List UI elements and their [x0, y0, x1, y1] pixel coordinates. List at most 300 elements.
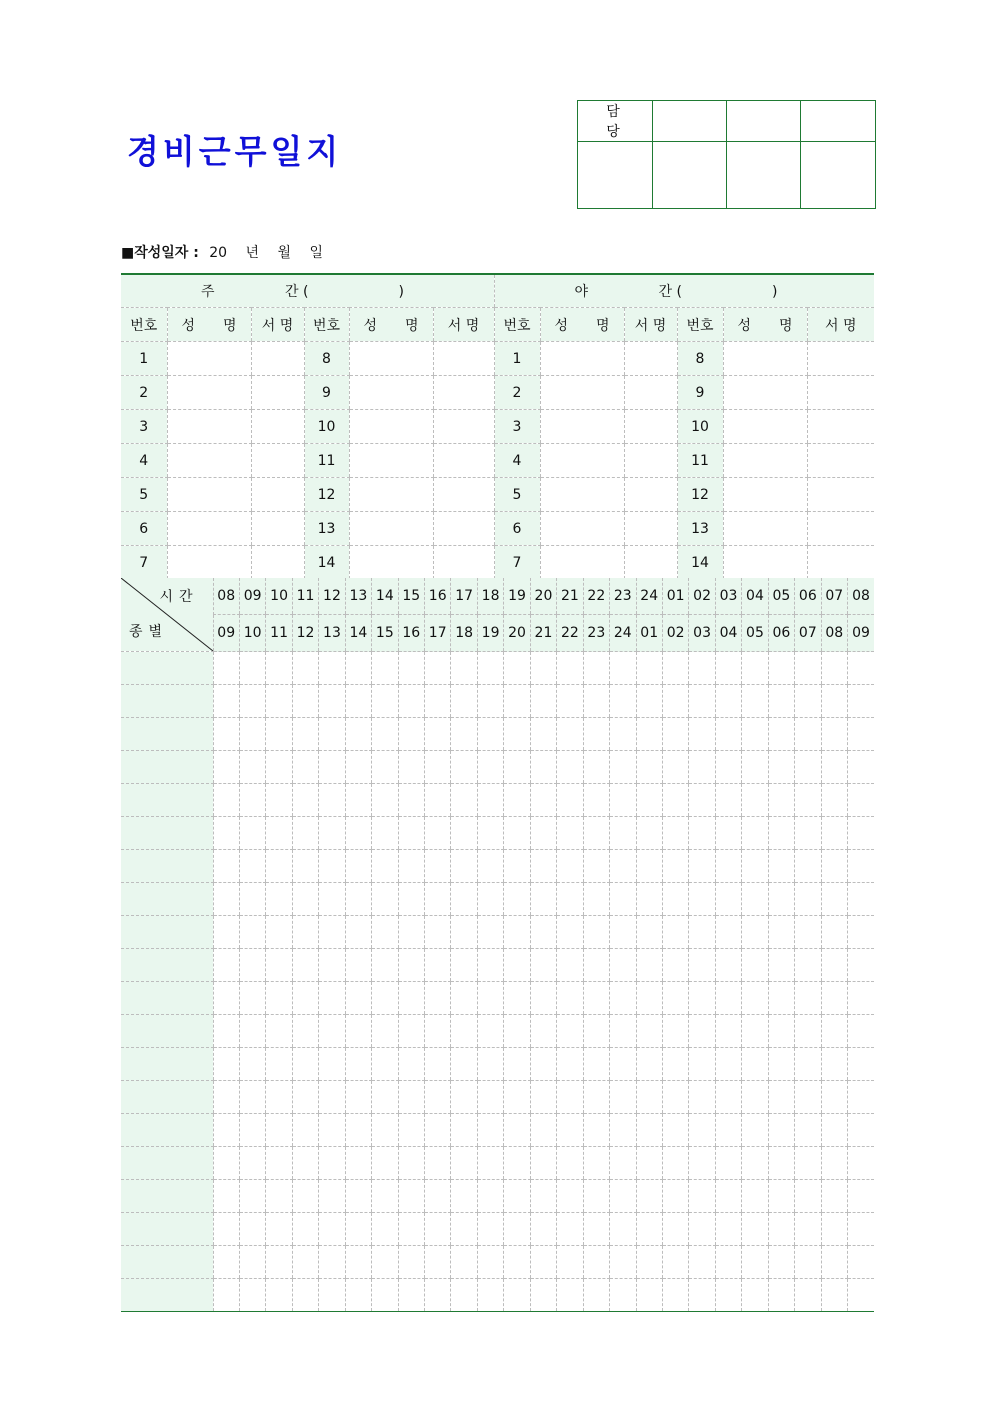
log-hour-cell[interactable] [372, 1246, 398, 1279]
log-hour-cell[interactable] [583, 1147, 609, 1180]
log-hour-cell[interactable] [425, 949, 451, 982]
log-hour-cell[interactable] [557, 1114, 583, 1147]
roster-sign-cell[interactable] [807, 444, 874, 478]
log-hour-cell[interactable] [292, 685, 318, 718]
log-hour-cell[interactable] [213, 652, 239, 685]
log-hour-cell[interactable] [768, 652, 794, 685]
log-hour-cell[interactable] [610, 916, 636, 949]
log-hour-cell[interactable] [292, 949, 318, 982]
log-hour-cell[interactable] [821, 916, 847, 949]
log-hour-cell[interactable] [715, 850, 741, 883]
log-hour-cell[interactable] [292, 652, 318, 685]
log-hour-cell[interactable] [795, 718, 821, 751]
log-hour-cell[interactable] [662, 850, 688, 883]
log-hour-cell[interactable] [795, 652, 821, 685]
log-hour-cell[interactable] [768, 883, 794, 916]
log-hour-cell[interactable] [610, 751, 636, 784]
log-hour-cell[interactable] [662, 652, 688, 685]
log-hour-cell[interactable] [848, 1048, 875, 1081]
log-hour-cell[interactable] [372, 784, 398, 817]
log-hour-cell[interactable] [504, 1048, 530, 1081]
log-category-cell[interactable] [121, 817, 213, 850]
roster-name-cell[interactable] [349, 546, 433, 580]
log-hour-cell[interactable] [530, 1246, 556, 1279]
log-hour-cell[interactable] [662, 1279, 688, 1312]
log-hour-cell[interactable] [768, 784, 794, 817]
log-hour-cell[interactable] [292, 817, 318, 850]
log-hour-cell[interactable] [398, 1213, 424, 1246]
log-hour-cell[interactable] [239, 1147, 265, 1180]
log-hour-cell[interactable] [768, 1213, 794, 1246]
log-hour-cell[interactable] [451, 982, 477, 1015]
roster-sign-cell[interactable] [251, 376, 304, 410]
log-hour-cell[interactable] [345, 1213, 371, 1246]
log-hour-cell[interactable] [372, 982, 398, 1015]
log-hour-cell[interactable] [848, 1147, 875, 1180]
roster-name-cell[interactable] [540, 444, 624, 478]
log-hour-cell[interactable] [583, 1114, 609, 1147]
log-hour-cell[interactable] [239, 1114, 265, 1147]
roster-sign-cell[interactable] [433, 410, 494, 444]
log-hour-cell[interactable] [848, 949, 875, 982]
log-hour-cell[interactable] [345, 817, 371, 850]
log-category-cell[interactable] [121, 850, 213, 883]
log-hour-cell[interactable] [821, 1180, 847, 1213]
roster-name-cell[interactable] [349, 512, 433, 546]
log-hour-cell[interactable] [477, 1180, 503, 1213]
log-hour-cell[interactable] [477, 982, 503, 1015]
log-hour-cell[interactable] [742, 850, 768, 883]
log-hour-cell[interactable] [477, 916, 503, 949]
log-hour-cell[interactable] [319, 1246, 345, 1279]
log-hour-cell[interactable] [266, 1114, 292, 1147]
roster-name-cell[interactable] [167, 546, 251, 580]
log-hour-cell[interactable] [477, 817, 503, 850]
roster-name-cell[interactable] [540, 478, 624, 512]
log-hour-cell[interactable] [504, 718, 530, 751]
log-hour-cell[interactable] [398, 1180, 424, 1213]
log-hour-cell[interactable] [742, 652, 768, 685]
log-hour-cell[interactable] [636, 1180, 662, 1213]
log-hour-cell[interactable] [319, 850, 345, 883]
log-hour-cell[interactable] [848, 916, 875, 949]
log-hour-cell[interactable] [292, 1015, 318, 1048]
log-hour-cell[interactable] [583, 916, 609, 949]
log-hour-cell[interactable] [768, 718, 794, 751]
log-hour-cell[interactable] [715, 1114, 741, 1147]
log-hour-cell[interactable] [530, 817, 556, 850]
log-hour-cell[interactable] [662, 949, 688, 982]
log-category-cell[interactable] [121, 784, 213, 817]
log-hour-cell[interactable] [292, 1147, 318, 1180]
log-hour-cell[interactable] [848, 784, 875, 817]
log-hour-cell[interactable] [742, 685, 768, 718]
log-hour-cell[interactable] [848, 1081, 875, 1114]
log-hour-cell[interactable] [610, 850, 636, 883]
log-category-cell[interactable] [121, 883, 213, 916]
roster-sign-cell[interactable] [807, 512, 874, 546]
log-hour-cell[interactable] [292, 982, 318, 1015]
log-hour-cell[interactable] [372, 817, 398, 850]
roster-sign-cell[interactable] [807, 376, 874, 410]
log-hour-cell[interactable] [715, 718, 741, 751]
log-hour-cell[interactable] [292, 883, 318, 916]
log-hour-cell[interactable] [239, 1081, 265, 1114]
log-hour-cell[interactable] [425, 1081, 451, 1114]
log-hour-cell[interactable] [742, 1114, 768, 1147]
log-hour-cell[interactable] [795, 1279, 821, 1312]
log-hour-cell[interactable] [292, 1048, 318, 1081]
approval-sign-cell[interactable] [727, 142, 801, 209]
log-hour-cell[interactable] [848, 685, 875, 718]
log-hour-cell[interactable] [795, 1015, 821, 1048]
roster-sign-cell[interactable] [251, 410, 304, 444]
log-hour-cell[interactable] [583, 1279, 609, 1312]
log-hour-cell[interactable] [398, 1114, 424, 1147]
log-hour-cell[interactable] [530, 883, 556, 916]
log-hour-cell[interactable] [821, 784, 847, 817]
log-hour-cell[interactable] [451, 1015, 477, 1048]
log-hour-cell[interactable] [319, 1213, 345, 1246]
log-hour-cell[interactable] [662, 1246, 688, 1279]
log-hour-cell[interactable] [821, 1246, 847, 1279]
log-hour-cell[interactable] [345, 1081, 371, 1114]
log-hour-cell[interactable] [557, 718, 583, 751]
log-hour-cell[interactable] [451, 751, 477, 784]
log-category-cell[interactable] [121, 1279, 213, 1312]
log-hour-cell[interactable] [742, 982, 768, 1015]
log-hour-cell[interactable] [848, 850, 875, 883]
roster-name-cell[interactable] [540, 410, 624, 444]
log-hour-cell[interactable] [530, 949, 556, 982]
log-hour-cell[interactable] [372, 949, 398, 982]
log-hour-cell[interactable] [795, 817, 821, 850]
log-hour-cell[interactable] [821, 1081, 847, 1114]
log-hour-cell[interactable] [477, 1114, 503, 1147]
log-hour-cell[interactable] [768, 850, 794, 883]
log-hour-cell[interactable] [795, 982, 821, 1015]
log-hour-cell[interactable] [266, 850, 292, 883]
roster-name-cell[interactable] [349, 410, 433, 444]
log-hour-cell[interactable] [239, 883, 265, 916]
log-hour-cell[interactable] [213, 916, 239, 949]
roster-name-cell[interactable] [723, 512, 807, 546]
log-hour-cell[interactable] [795, 1114, 821, 1147]
log-hour-cell[interactable] [636, 850, 662, 883]
log-hour-cell[interactable] [451, 1213, 477, 1246]
log-hour-cell[interactable] [715, 949, 741, 982]
log-hour-cell[interactable] [266, 982, 292, 1015]
log-hour-cell[interactable] [689, 883, 715, 916]
log-hour-cell[interactable] [636, 949, 662, 982]
log-hour-cell[interactable] [213, 850, 239, 883]
log-category-cell[interactable] [121, 1180, 213, 1213]
log-hour-cell[interactable] [795, 1246, 821, 1279]
log-hour-cell[interactable] [451, 685, 477, 718]
log-hour-cell[interactable] [610, 784, 636, 817]
log-hour-cell[interactable] [239, 817, 265, 850]
log-hour-cell[interactable] [689, 1147, 715, 1180]
log-hour-cell[interactable] [636, 1213, 662, 1246]
log-hour-cell[interactable] [636, 685, 662, 718]
roster-name-cell[interactable] [723, 546, 807, 580]
log-hour-cell[interactable] [266, 1048, 292, 1081]
log-hour-cell[interactable] [715, 916, 741, 949]
log-hour-cell[interactable] [662, 751, 688, 784]
log-hour-cell[interactable] [610, 982, 636, 1015]
log-hour-cell[interactable] [742, 751, 768, 784]
log-hour-cell[interactable] [715, 685, 741, 718]
log-hour-cell[interactable] [636, 1114, 662, 1147]
log-category-cell[interactable] [121, 685, 213, 718]
log-hour-cell[interactable] [742, 916, 768, 949]
log-hour-cell[interactable] [742, 1081, 768, 1114]
log-hour-cell[interactable] [425, 1048, 451, 1081]
log-hour-cell[interactable] [583, 1213, 609, 1246]
log-hour-cell[interactable] [398, 652, 424, 685]
log-hour-cell[interactable] [742, 883, 768, 916]
log-hour-cell[interactable] [821, 1279, 847, 1312]
log-hour-cell[interactable] [530, 1180, 556, 1213]
log-hour-cell[interactable] [530, 1114, 556, 1147]
roster-name-cell[interactable] [349, 376, 433, 410]
log-hour-cell[interactable] [213, 1081, 239, 1114]
log-hour-cell[interactable] [583, 883, 609, 916]
log-hour-cell[interactable] [768, 1147, 794, 1180]
log-hour-cell[interactable] [636, 1246, 662, 1279]
log-hour-cell[interactable] [610, 949, 636, 982]
log-hour-cell[interactable] [239, 916, 265, 949]
log-hour-cell[interactable] [530, 1081, 556, 1114]
log-hour-cell[interactable] [213, 685, 239, 718]
log-hour-cell[interactable] [530, 784, 556, 817]
log-hour-cell[interactable] [689, 916, 715, 949]
log-hour-cell[interactable] [689, 1114, 715, 1147]
log-hour-cell[interactable] [504, 1015, 530, 1048]
log-hour-cell[interactable] [715, 751, 741, 784]
log-hour-cell[interactable] [345, 1180, 371, 1213]
log-hour-cell[interactable] [451, 718, 477, 751]
log-category-cell[interactable] [121, 1147, 213, 1180]
log-hour-cell[interactable] [477, 1213, 503, 1246]
log-hour-cell[interactable] [504, 949, 530, 982]
log-hour-cell[interactable] [451, 916, 477, 949]
log-hour-cell[interactable] [345, 652, 371, 685]
log-hour-cell[interactable] [239, 751, 265, 784]
log-hour-cell[interactable] [821, 949, 847, 982]
log-hour-cell[interactable] [689, 1015, 715, 1048]
log-hour-cell[interactable] [372, 916, 398, 949]
log-hour-cell[interactable] [372, 1180, 398, 1213]
log-hour-cell[interactable] [477, 1015, 503, 1048]
roster-name-cell[interactable] [723, 342, 807, 376]
log-hour-cell[interactable] [768, 1180, 794, 1213]
log-hour-cell[interactable] [742, 1048, 768, 1081]
log-hour-cell[interactable] [768, 751, 794, 784]
log-hour-cell[interactable] [557, 652, 583, 685]
log-hour-cell[interactable] [213, 949, 239, 982]
log-hour-cell[interactable] [662, 982, 688, 1015]
log-category-cell[interactable] [121, 982, 213, 1015]
log-hour-cell[interactable] [477, 685, 503, 718]
log-hour-cell[interactable] [557, 949, 583, 982]
log-hour-cell[interactable] [636, 1048, 662, 1081]
roster-sign-cell[interactable] [251, 444, 304, 478]
log-hour-cell[interactable] [398, 685, 424, 718]
log-hour-cell[interactable] [477, 652, 503, 685]
log-hour-cell[interactable] [372, 1213, 398, 1246]
roster-sign-cell[interactable] [624, 546, 677, 580]
log-category-cell[interactable] [121, 1114, 213, 1147]
log-hour-cell[interactable] [583, 850, 609, 883]
log-hour-cell[interactable] [451, 1279, 477, 1312]
log-hour-cell[interactable] [504, 652, 530, 685]
log-hour-cell[interactable] [768, 949, 794, 982]
log-hour-cell[interactable] [213, 1015, 239, 1048]
log-hour-cell[interactable] [768, 1114, 794, 1147]
log-hour-cell[interactable] [610, 883, 636, 916]
log-hour-cell[interactable] [742, 1246, 768, 1279]
log-hour-cell[interactable] [795, 1048, 821, 1081]
roster-sign-cell[interactable] [807, 410, 874, 444]
log-hour-cell[interactable] [583, 817, 609, 850]
log-hour-cell[interactable] [715, 1180, 741, 1213]
log-hour-cell[interactable] [319, 685, 345, 718]
log-hour-cell[interactable] [689, 1048, 715, 1081]
log-hour-cell[interactable] [398, 949, 424, 982]
log-hour-cell[interactable] [398, 850, 424, 883]
log-hour-cell[interactable] [636, 1081, 662, 1114]
log-hour-cell[interactable] [795, 685, 821, 718]
roster-name-cell[interactable] [167, 478, 251, 512]
roster-sign-cell[interactable] [807, 546, 874, 580]
log-hour-cell[interactable] [398, 1279, 424, 1312]
log-hour-cell[interactable] [477, 718, 503, 751]
log-hour-cell[interactable] [689, 1279, 715, 1312]
log-hour-cell[interactable] [610, 1015, 636, 1048]
log-hour-cell[interactable] [689, 850, 715, 883]
roster-name-cell[interactable] [167, 342, 251, 376]
log-hour-cell[interactable] [504, 685, 530, 718]
log-hour-cell[interactable] [213, 982, 239, 1015]
log-hour-cell[interactable] [715, 1048, 741, 1081]
log-hour-cell[interactable] [662, 1213, 688, 1246]
log-hour-cell[interactable] [372, 1147, 398, 1180]
log-hour-cell[interactable] [504, 883, 530, 916]
log-hour-cell[interactable] [345, 751, 371, 784]
log-hour-cell[interactable] [398, 817, 424, 850]
log-hour-cell[interactable] [821, 883, 847, 916]
roster-name-cell[interactable] [349, 478, 433, 512]
log-hour-cell[interactable] [662, 685, 688, 718]
log-hour-cell[interactable] [213, 883, 239, 916]
log-hour-cell[interactable] [557, 1048, 583, 1081]
log-hour-cell[interactable] [530, 1279, 556, 1312]
log-category-cell[interactable] [121, 718, 213, 751]
log-hour-cell[interactable] [795, 883, 821, 916]
log-hour-cell[interactable] [848, 652, 875, 685]
log-hour-cell[interactable] [213, 718, 239, 751]
log-hour-cell[interactable] [292, 784, 318, 817]
log-hour-cell[interactable] [768, 916, 794, 949]
log-hour-cell[interactable] [266, 1246, 292, 1279]
log-hour-cell[interactable] [504, 1213, 530, 1246]
log-hour-cell[interactable] [557, 817, 583, 850]
log-hour-cell[interactable] [345, 916, 371, 949]
log-hour-cell[interactable] [583, 685, 609, 718]
log-hour-cell[interactable] [557, 751, 583, 784]
log-hour-cell[interactable] [689, 652, 715, 685]
log-hour-cell[interactable] [636, 784, 662, 817]
log-category-cell[interactable] [121, 751, 213, 784]
log-hour-cell[interactable] [319, 883, 345, 916]
log-hour-cell[interactable] [372, 1114, 398, 1147]
roster-name-cell[interactable] [723, 410, 807, 444]
log-hour-cell[interactable] [239, 1180, 265, 1213]
log-hour-cell[interactable] [345, 1048, 371, 1081]
log-category-cell[interactable] [121, 1081, 213, 1114]
log-hour-cell[interactable] [662, 916, 688, 949]
log-hour-cell[interactable] [319, 751, 345, 784]
log-hour-cell[interactable] [768, 1279, 794, 1312]
log-hour-cell[interactable] [266, 751, 292, 784]
log-hour-cell[interactable] [768, 1246, 794, 1279]
log-hour-cell[interactable] [451, 817, 477, 850]
log-category-cell[interactable] [121, 1246, 213, 1279]
log-hour-cell[interactable] [848, 1114, 875, 1147]
log-hour-cell[interactable] [557, 850, 583, 883]
log-hour-cell[interactable] [266, 949, 292, 982]
roster-name-cell[interactable] [167, 376, 251, 410]
log-hour-cell[interactable] [425, 1279, 451, 1312]
log-hour-cell[interactable] [425, 1147, 451, 1180]
log-hour-cell[interactable] [530, 1048, 556, 1081]
roster-sign-cell[interactable] [433, 376, 494, 410]
log-hour-cell[interactable] [504, 916, 530, 949]
log-hour-cell[interactable] [742, 1147, 768, 1180]
log-hour-cell[interactable] [795, 751, 821, 784]
log-hour-cell[interactable] [345, 1015, 371, 1048]
log-hour-cell[interactable] [477, 751, 503, 784]
log-hour-cell[interactable] [610, 817, 636, 850]
log-hour-cell[interactable] [213, 1279, 239, 1312]
log-hour-cell[interactable] [372, 850, 398, 883]
log-hour-cell[interactable] [292, 718, 318, 751]
log-hour-cell[interactable] [425, 817, 451, 850]
log-hour-cell[interactable] [425, 982, 451, 1015]
roster-sign-cell[interactable] [624, 444, 677, 478]
log-hour-cell[interactable] [239, 718, 265, 751]
log-hour-cell[interactable] [345, 1246, 371, 1279]
log-hour-cell[interactable] [610, 718, 636, 751]
log-hour-cell[interactable] [266, 1180, 292, 1213]
log-hour-cell[interactable] [477, 1279, 503, 1312]
roster-sign-cell[interactable] [624, 512, 677, 546]
log-hour-cell[interactable] [848, 718, 875, 751]
log-hour-cell[interactable] [610, 685, 636, 718]
log-hour-cell[interactable] [583, 652, 609, 685]
roster-name-cell[interactable] [540, 342, 624, 376]
log-hour-cell[interactable] [662, 1048, 688, 1081]
log-hour-cell[interactable] [398, 784, 424, 817]
roster-sign-cell[interactable] [251, 512, 304, 546]
log-hour-cell[interactable] [610, 1081, 636, 1114]
log-hour-cell[interactable] [715, 1015, 741, 1048]
log-hour-cell[interactable] [451, 1048, 477, 1081]
log-hour-cell[interactable] [848, 1180, 875, 1213]
roster-name-cell[interactable] [167, 410, 251, 444]
log-hour-cell[interactable] [398, 718, 424, 751]
